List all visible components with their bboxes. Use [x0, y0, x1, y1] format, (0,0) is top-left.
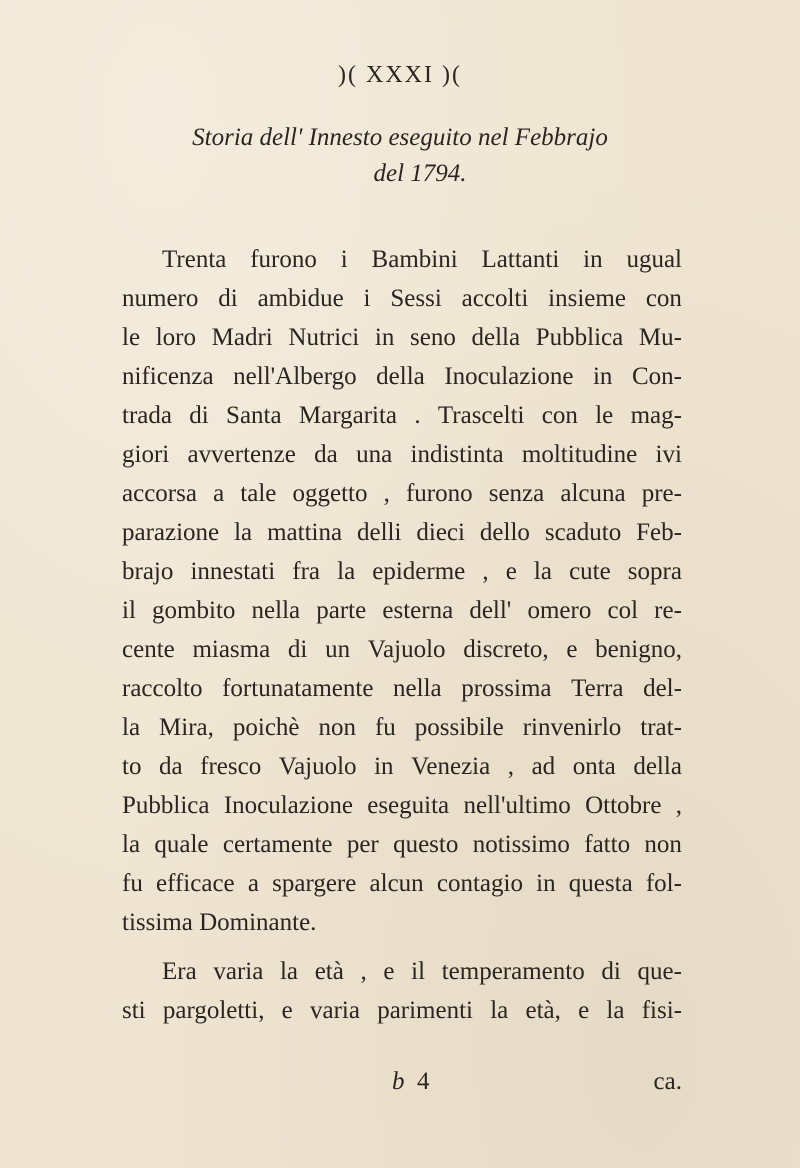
word: cute — [569, 558, 611, 585]
word: fu — [122, 870, 143, 897]
word: e — [383, 958, 395, 985]
word: della — [633, 753, 682, 780]
word: alcun — [369, 870, 424, 897]
word: e — [281, 997, 293, 1024]
word: mattina — [267, 519, 343, 546]
word: la — [490, 997, 509, 1024]
word: scaduto — [544, 519, 622, 546]
text-line — [122, 435, 682, 474]
word: cente — [122, 636, 175, 663]
word: rinvenirlo — [522, 714, 622, 741]
word: raccolto — [122, 675, 203, 702]
word: Feb- — [636, 519, 682, 546]
word: to — [122, 753, 142, 780]
word: Santa — [226, 402, 282, 429]
word: poichè — [232, 714, 300, 741]
text-line — [122, 474, 682, 513]
text-line — [122, 747, 682, 786]
word: dieci — [416, 519, 465, 546]
text-line — [122, 396, 682, 435]
word: prossima — [461, 675, 552, 702]
word: questo — [393, 831, 459, 858]
word: la — [606, 997, 625, 1024]
word: discreto, — [463, 636, 549, 663]
word: insieme — [548, 285, 626, 312]
word: possibile — [414, 714, 504, 741]
text-line-paragraph-end: tissima Dominante. — [122, 909, 317, 936]
word: indistinta — [410, 441, 504, 468]
word: in — [374, 753, 394, 780]
word: fisi- — [641, 997, 682, 1024]
word: tale — [240, 480, 277, 507]
word: fortunatamente — [222, 675, 374, 702]
word: Pubblica — [535, 324, 624, 351]
word: . — [414, 402, 421, 429]
word: , — [383, 480, 390, 507]
word: età — [314, 958, 344, 985]
word: furono — [405, 480, 473, 507]
word: la — [337, 558, 356, 585]
word: pargoletti, — [162, 997, 265, 1024]
word: nificenza — [122, 363, 214, 390]
word: di — [287, 636, 308, 663]
word: , — [507, 753, 515, 780]
word: di — [601, 958, 621, 985]
word: , — [675, 792, 682, 819]
word: del- — [643, 675, 682, 702]
word: efficace — [156, 870, 235, 897]
word: spargere — [272, 870, 357, 897]
word: la — [279, 958, 299, 985]
word: Nutrici — [288, 324, 360, 351]
word: certamente — [222, 831, 333, 858]
word: benigno, — [595, 636, 682, 663]
word: in — [374, 324, 395, 351]
word: omero — [527, 597, 592, 624]
word: giori — [122, 441, 170, 468]
word: ivi — [655, 441, 682, 468]
word: epiderme — [372, 558, 466, 585]
text-line — [122, 591, 682, 630]
word: e — [566, 636, 578, 663]
text-line — [122, 991, 682, 1030]
word: Venezia — [411, 753, 491, 780]
word: parimenti — [377, 997, 473, 1024]
word: Ottobre — [585, 792, 662, 819]
word: fra — [292, 558, 321, 585]
signature-number: 4 — [417, 1068, 430, 1095]
text-line — [122, 708, 682, 747]
word: in — [583, 246, 603, 273]
word: a — [247, 870, 259, 897]
word: parazione — [122, 519, 220, 546]
word: varia — [213, 958, 264, 985]
word: accolti — [461, 285, 529, 312]
word: questa — [568, 870, 633, 897]
page-footer — [122, 1068, 682, 1108]
word: della — [376, 363, 425, 390]
signature-letter: b — [392, 1068, 405, 1095]
word: e — [505, 558, 517, 585]
word: una — [356, 441, 393, 468]
word: moltitudine — [521, 441, 638, 468]
word: Terra — [571, 675, 624, 702]
catchword: ca. — [653, 1068, 682, 1095]
word: Mu- — [638, 324, 682, 351]
word: la — [533, 558, 552, 585]
word: re- — [654, 597, 682, 624]
word: Inoculazione — [223, 792, 353, 819]
text-line — [122, 240, 682, 279]
word: varia — [310, 997, 360, 1024]
word: e — [578, 997, 590, 1024]
word: pre- — [641, 480, 682, 507]
word: Mira, — [159, 714, 214, 741]
word: col — [607, 597, 639, 624]
word: nell'Albergo — [233, 363, 357, 390]
word: fresco — [200, 753, 262, 780]
word: contagio — [436, 870, 523, 897]
section-title-line-2: del 1794. — [373, 160, 467, 187]
word: non — [644, 831, 682, 858]
word: a — [213, 480, 225, 507]
word: della — [471, 324, 521, 351]
word: per — [346, 831, 379, 858]
word: fol- — [645, 870, 682, 897]
word: Bambini — [371, 246, 458, 273]
word: nella — [251, 597, 301, 624]
word: Madri — [211, 324, 273, 351]
word: seno — [410, 324, 456, 351]
word: un — [325, 636, 351, 663]
word: oggetto — [292, 480, 368, 507]
text-line — [122, 864, 682, 903]
word: Vajuolo — [278, 753, 357, 780]
word: la — [122, 831, 141, 858]
text-line — [122, 279, 682, 318]
word: gombito — [152, 597, 236, 624]
word: Vajuolo — [367, 636, 446, 663]
word: , — [360, 958, 367, 985]
word: numero — [122, 285, 199, 312]
word: le — [122, 324, 141, 351]
word: non — [318, 714, 356, 741]
word: sti — [122, 997, 146, 1024]
word: mag- — [630, 402, 682, 429]
word: con — [645, 285, 682, 312]
word: Trenta — [162, 246, 227, 273]
text-line — [122, 552, 682, 591]
text-line — [122, 669, 682, 708]
word: accorsa — [122, 480, 197, 507]
text-line — [122, 513, 682, 552]
text-line — [122, 318, 682, 357]
word: il — [122, 597, 136, 624]
word: Trascelti — [437, 402, 525, 429]
word: i — [363, 285, 371, 312]
word: trada — [122, 402, 172, 429]
word: Pubblica — [122, 792, 210, 819]
word: di — [189, 402, 209, 429]
word: miasma — [192, 636, 271, 663]
word: onta — [572, 753, 616, 780]
word: dello — [479, 519, 530, 546]
word: età, — [525, 997, 561, 1024]
word: le — [595, 402, 614, 429]
section-title — [0, 120, 800, 192]
word: alcuna — [560, 480, 626, 507]
word: brajo — [122, 558, 174, 585]
word: i — [340, 246, 348, 273]
body-text — [122, 240, 682, 1030]
word: la — [234, 519, 253, 546]
word: la — [122, 714, 141, 741]
word: in — [536, 870, 556, 897]
signature-mark — [392, 1068, 430, 1096]
word: Lattanti — [481, 246, 560, 273]
word: Con- — [631, 363, 682, 390]
word: furono — [250, 246, 317, 273]
word: Inoculazione — [444, 363, 574, 390]
word: Era — [162, 958, 197, 985]
word: fu — [374, 714, 396, 741]
word: , — [482, 558, 489, 585]
text-line — [122, 630, 682, 669]
word: quale — [154, 831, 209, 858]
word: fatto — [584, 831, 631, 858]
word: parte — [316, 597, 367, 624]
word: notissimo — [472, 831, 570, 858]
word: esterna — [382, 597, 454, 624]
word: da — [159, 753, 183, 780]
word: innestati — [190, 558, 276, 585]
word: nella — [393, 675, 442, 702]
page-header-numeral: )( XXXI )( — [338, 62, 462, 88]
text-line — [122, 825, 682, 864]
word: dell' — [469, 597, 512, 624]
word: ugual — [626, 246, 682, 273]
word: sopra — [627, 558, 682, 585]
word: que- — [637, 958, 682, 985]
word: il — [411, 958, 426, 985]
text-line — [122, 357, 682, 396]
text-line — [122, 786, 682, 825]
word: loro — [155, 324, 196, 351]
word: ambidue — [257, 285, 344, 312]
word: delli — [357, 519, 402, 546]
word: senza — [488, 480, 545, 507]
word: temperamento — [441, 958, 585, 985]
word: ad — [531, 753, 556, 780]
word: trat- — [640, 714, 682, 741]
word: in — [592, 363, 613, 390]
word: da — [314, 441, 338, 468]
word: eseguita — [367, 792, 450, 819]
word: Margarita — [298, 402, 398, 429]
word: di — [218, 285, 238, 312]
section-title-line-1: Storia dell' Innesto eseguito nel Febbrajo — [192, 124, 608, 151]
word: nell'ultimo — [463, 792, 571, 819]
word: avvertenze — [187, 441, 296, 468]
word: Sessi — [390, 285, 442, 312]
text-line — [122, 952, 682, 991]
word: con — [541, 402, 578, 429]
